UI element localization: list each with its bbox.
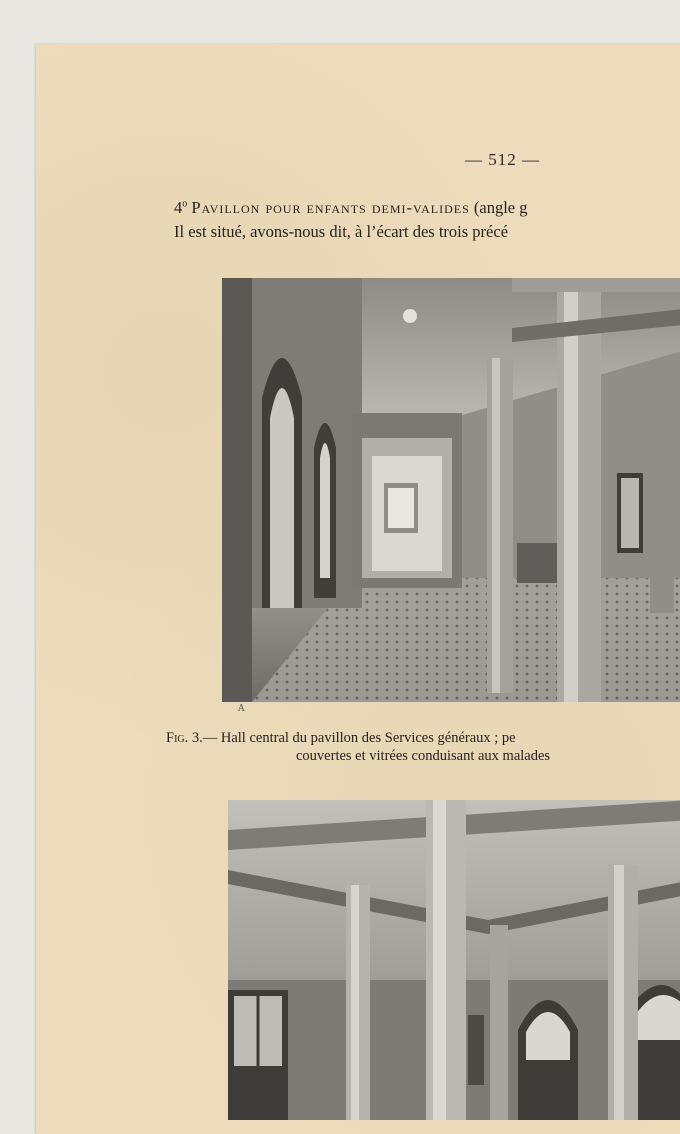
paragraph-line-1-rest: (angle g xyxy=(469,198,528,217)
page-number: — 512 — xyxy=(465,150,540,169)
section-heading: Pavillon pour enfants demi-valides xyxy=(191,198,470,217)
figure-label: Fig. 3. xyxy=(166,730,203,746)
item-number: 4 xyxy=(174,198,183,217)
hall-photograph xyxy=(222,278,680,702)
paragraph-line-2: Il est situé, avons-nous dit, à l’écart des trois précé xyxy=(174,222,509,241)
gallery-photograph xyxy=(228,800,680,1120)
figure-caption-line-2: couvertes et vitrées conduisant aux malades xyxy=(296,748,551,764)
paragraph-line-1 xyxy=(174,198,528,218)
print-mark: A xyxy=(238,704,245,714)
figure-caption-text: — Hall central du pavillon des Services généraux ; pe xyxy=(202,730,516,746)
ordinal-superscript: o xyxy=(182,198,188,210)
figure-caption-line-1 xyxy=(166,730,516,747)
hall-photograph-image xyxy=(222,278,680,702)
gallery-photograph-image xyxy=(228,800,680,1120)
